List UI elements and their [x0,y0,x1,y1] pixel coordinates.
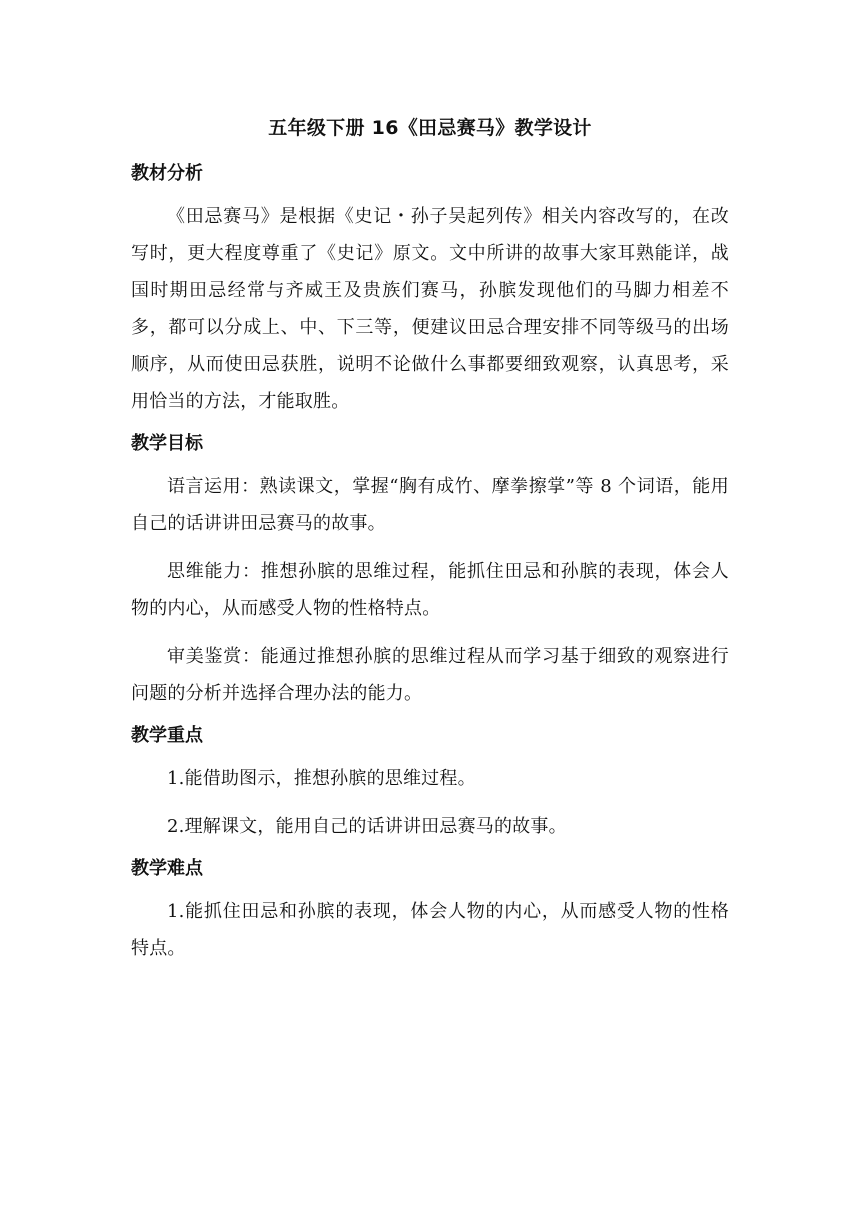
key-point-item: 2.理解课文，能用自己的话讲讲田忌赛马的故事。 [167,816,567,837]
section-heading-teaching-goals: 教学目标 [131,433,203,454]
document-title: 五年级下册 16《田忌赛马》教学设计 [268,117,592,139]
section-heading-textbook-analysis: 教材分析 [131,163,203,184]
goal-language-paragraph: 语言运用：熟读课文，掌握“胸有成竹、摩拳擦掌”等 8 个词语，能用自己的话讲讲田忌赛马的故事。 [131,476,729,534]
document-body [131,112,729,967]
section-heading-difficult-points: 教学难点 [131,858,203,879]
textbook-analysis-paragraph: 《田忌赛马》是根据《史记・孙子吴起列传》相关内容改写的，在改写时，更大程度尊重了《史记》原文。文中所讲的故事大家耳熟能详，战国时期田忌经常与齐威王及贵族们赛马，孙膑发现他们的马脚力相差不多，都可以分成上、中、下三等，便建议田忌合理安排不同等级马的出场顺序，从而使田忌获胜，说明不论做什么事都要细致观察，认真思考，采用恰当的方法，才能取胜。 [131,206,729,412]
goal-aesthetic-paragraph: 审美鉴赏：能通过推想孙膑的思维过程从而学习基于细致的观察进行问题的分析并选择合理办法的能力。 [131,646,729,704]
section-heading-key-points: 教学重点 [131,725,203,746]
goal-thinking-paragraph: 思维能力：推想孙膑的思维过程，能抓住田忌和孙膑的表现，体会人物的内心，从而感受人物的性格特点。 [131,561,729,619]
key-point-item: 1.能借助图示，推想孙膑的思维过程。 [167,768,476,789]
difficult-point-item: 1.能抓住田忌和孙膑的表现，体会人物的内心，从而感受人物的性格特点。 [131,901,729,959]
